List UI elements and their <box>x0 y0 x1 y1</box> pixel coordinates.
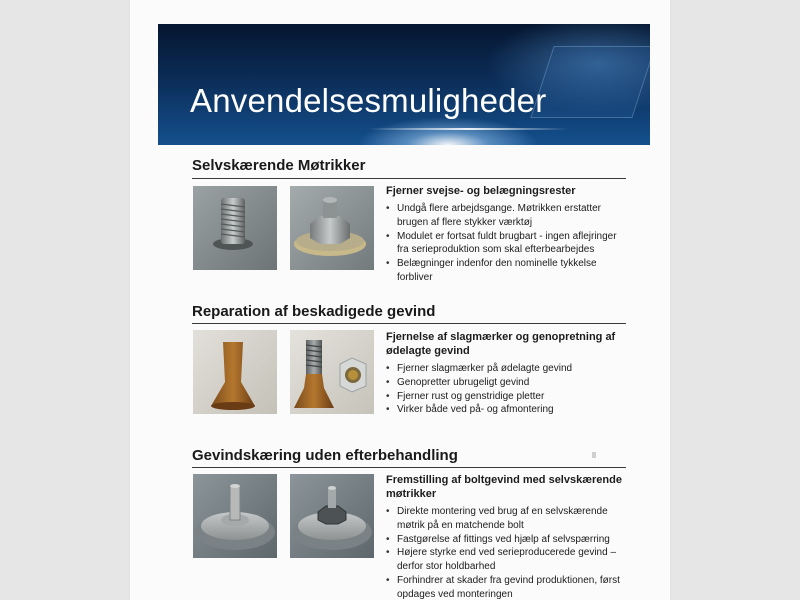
section-title-thread-cutting: Gevindskæring uden efterbehandling <box>192 447 458 464</box>
bullet-list <box>386 202 626 285</box>
list-item: • Virker både ved på- og afmontering <box>386 403 626 417</box>
photo-nut-washer <box>290 186 374 270</box>
list-item: • Fjerner slagmærker på ødelagte gevind <box>386 362 626 376</box>
section-divider <box>192 323 626 324</box>
list-item: • Genopretter ubrugeligt gevind <box>386 376 626 390</box>
list-item: • Undgå flere arbejdsgange. Møtrikken erstatter brugen af flere stykker værktøj <box>386 202 626 230</box>
section-subheading: Fjernelse af slagmærker og genopretning af ødelagte gevind <box>386 331 616 357</box>
section-title-self-cutting-nuts: Selvskærende Møtrikker <box>192 157 366 174</box>
section-text-thread-cutting <box>386 473 626 600</box>
section-subheading: Fremstilling af boltgevind med selvskærende møtrikker <box>386 474 622 500</box>
photo-nut-on-flange <box>290 474 374 558</box>
list-item: • Modulet er fortsat fuldt brugbart - ingen aflejringer fra serieproduktion som skal efterbearbejdes <box>386 230 626 258</box>
photo-bolt-welded <box>193 186 277 270</box>
photo-rusty-bolt <box>193 330 277 414</box>
page-title: Anvendelsesmuligheder <box>190 82 547 119</box>
list-item: • Direkte montering ved brug af en selvskærende møtrik på en matchende bolt <box>386 505 626 533</box>
banner-decoration <box>530 46 650 118</box>
list-item: • Højere styrke end ved serieproducerede gevind – derfor stor holdbarhed <box>386 546 626 574</box>
section-text-thread-repair <box>386 330 626 417</box>
section-subheading: Fjerner svejse- og belægningsrester <box>386 185 576 197</box>
brochure-page <box>130 0 670 600</box>
list-item: • Fastgørelse af fittings ved hjælp af selvspærring <box>386 533 626 547</box>
scan-artifact <box>592 452 596 458</box>
list-item: • Fjerner rust og genstridige pletter <box>386 390 626 404</box>
bullet-list <box>386 505 626 600</box>
banner-light-streak <box>368 128 568 130</box>
section-divider <box>192 467 626 468</box>
section-divider <box>192 178 626 179</box>
photo-stud-on-flange <box>193 474 277 558</box>
section-title-thread-repair: Reparation af beskadigede gevind <box>192 303 436 320</box>
list-item: • Forhindrer at skader fra gevind produktionen, først opdages ved monteringen <box>386 574 626 600</box>
photo-rusty-bolt-with-nut <box>290 330 374 414</box>
list-item: • Belægninger indenfor den nominelle tykkelse forbliver <box>386 257 626 285</box>
bullet-list <box>386 362 626 417</box>
header-banner <box>158 24 650 145</box>
section-text-self-cutting-nuts <box>386 184 626 285</box>
